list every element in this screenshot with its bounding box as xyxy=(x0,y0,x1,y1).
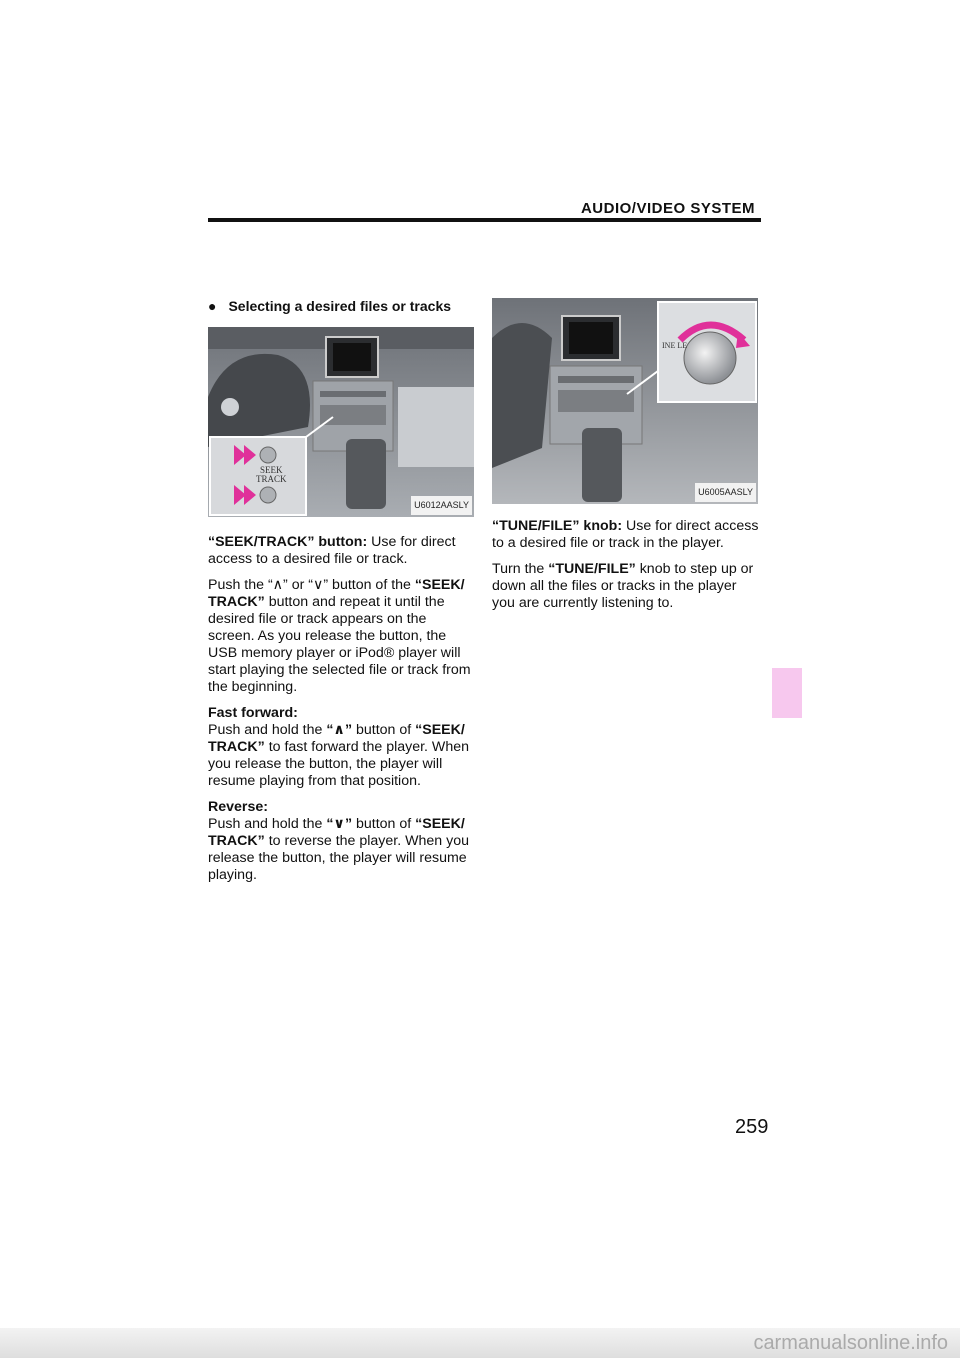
figure-seek-track xyxy=(208,327,474,517)
header-title: AUDIO/VIDEO SYSTEM xyxy=(580,200,755,217)
tune-file-paragraph: “TUNE/FILE” knob: Use for direct access to a desired file or track in the player. xyxy=(492,518,759,551)
push-paragraph: Push the “∧” or “∨” button of the “SEEK/ TRACK” button and repeat it until the desired file or track appears on the screen. As you release the button, the USB memory player or iPod® player will start playing the selected file or track from the beginning. xyxy=(208,577,471,695)
steering-logo-icon xyxy=(221,398,239,416)
bullet-icon: ● xyxy=(208,298,217,314)
figure-code: U6005AASLY xyxy=(695,483,756,502)
reverse-paragraph: Push and hold the “∨” button of “SEEK/ TRACK” to reverse the player. When you release the button, the player will resume playing. xyxy=(208,816,469,883)
callout-knob-label: INE LE xyxy=(662,341,688,350)
right-column xyxy=(492,298,762,621)
center-console xyxy=(582,428,622,502)
dashboard-illustration xyxy=(208,327,474,517)
figure-tune-file xyxy=(492,298,758,504)
callout-seek-label: SEEK xyxy=(260,465,283,475)
center-console xyxy=(346,439,386,509)
watermark: carmanualsonline.info xyxy=(0,1328,960,1358)
page-number: 259 xyxy=(735,1116,769,1138)
seek-down-button xyxy=(260,487,276,503)
figure-code: U6012AASLY xyxy=(411,496,472,515)
fast-forward-paragraph: Push and hold the “∧” button of “SEEK/ TRACK” to fast forward the player. When you release the button, the player will resume playing from that position. xyxy=(208,722,469,789)
callout-track-label: TRACK xyxy=(256,474,287,484)
header-rule xyxy=(208,218,761,222)
fast-forward-title: Fast forward: xyxy=(208,705,298,721)
turn-paragraph: Turn the “TUNE/FILE” knob to step up or down all the files or tracks in the player you are currently listening to. xyxy=(492,561,754,611)
seek-up-button xyxy=(260,447,276,463)
reverse-title: Reverse: xyxy=(208,799,268,815)
tune-file-knob xyxy=(684,332,736,384)
dashboard-knob-illustration xyxy=(492,298,758,504)
section-tab xyxy=(772,668,802,718)
seek-track-paragraph: “SEEK/TRACK” button: Use for direct access to a desired file or track. xyxy=(208,534,456,567)
left-column xyxy=(208,298,476,893)
section-heading: ● Selecting a desired files or tracks xyxy=(208,298,452,314)
